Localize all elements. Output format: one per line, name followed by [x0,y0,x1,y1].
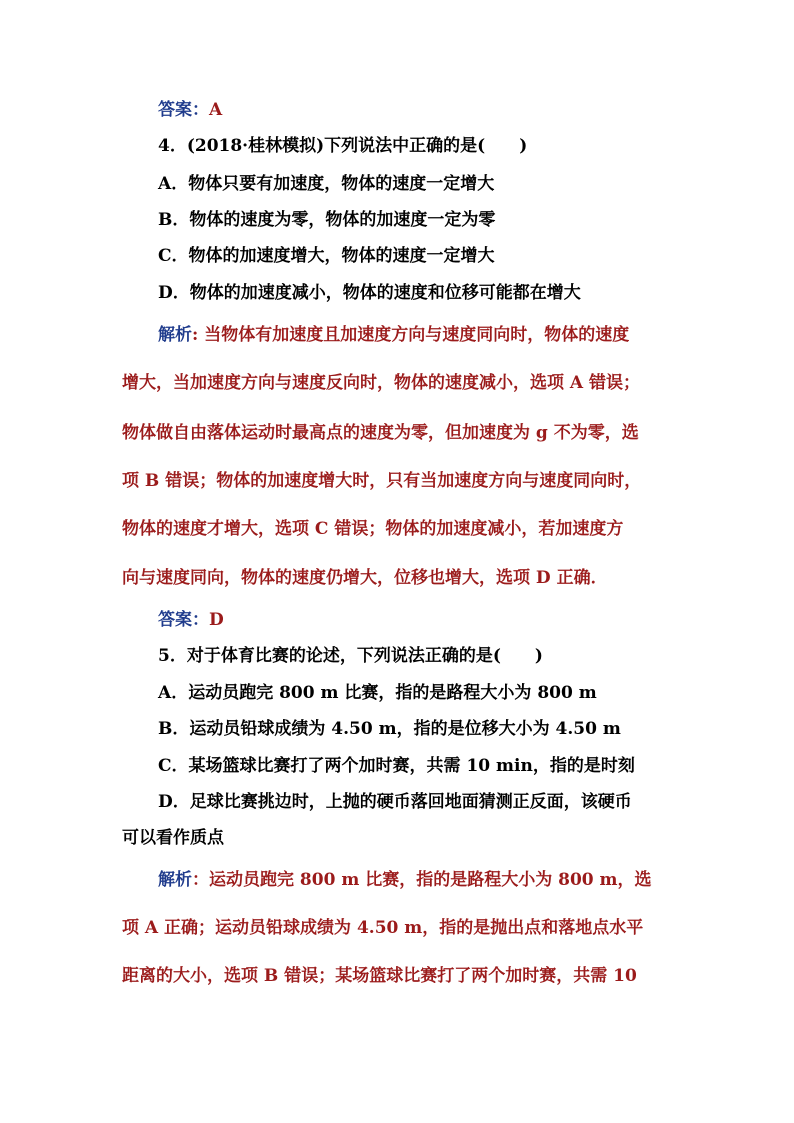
question-4-option-d: D．物体的加速度减小，物体的速度和位移可能都在增大 [158,283,581,303]
question-4-stem: 4．(2018·桂林模拟)下列说法中正确的是( ) [158,136,528,156]
question-4-option-a: A．物体只要有加速度，物体的速度一定增大 [158,174,495,194]
explanation-5-line-2: 项 A 正确；运动员铅球成绩为 4.50 m，指的是抛出点和落地点水平 [122,918,644,938]
explanation-4-line-4: 项 B 错误；物体的加速度增大时，只有当加速度方向与速度同向时， [122,471,642,491]
question-5-option-d: D．足球比赛挑边时，上抛的硬币落回地面猜测正反面，该硬币 [158,792,632,812]
answer-value: D [209,610,224,630]
question-4-option-c: C．物体的加速度增大，物体的速度一定增大 [158,246,495,266]
question-5-option-a: A．运动员跑完 800 m 比赛，指的是路程大小为 800 m [158,683,597,703]
question-4-option-b: B．物体的速度为零，物体的加速度一定为零 [158,210,496,230]
explanation-5-line-1: 解析：运动员跑完 800 m 比赛，指的是路程大小为 800 m，选 [158,870,652,890]
explanation-4-line-5: 物体的速度才增大，选项 C 错误；物体的加速度减小，若加速度方 [122,519,624,539]
explanation-label: 解析 [158,870,192,890]
explanation-4-line-2: 增大，当加速度方向与速度反向时，物体的速度减小，选项 A 错误； [122,373,641,393]
answer-line-1 [158,99,222,121]
answer-line-2 [158,609,224,631]
answer-label: 答案： [158,100,209,120]
question-5-option-b: B．运动员铅球成绩为 4.50 m，指的是位移大小为 4.50 m [158,719,621,739]
explanation-4-line-3: 物体做自由落体运动时最高点的速度为零，但加速度为 g 不为零，选 [122,423,639,443]
question-5-stem: 5．对于体育比赛的论述，下列说法正确的是( ) [158,646,543,666]
explanation-label: 解析 [158,325,192,345]
question-5-option-d-cont: 可以看作质点 [122,828,224,848]
answer-label: 答案： [158,610,209,630]
explanation-4-line-6: 向与速度同向，物体的速度仍增大，位移也增大，选项 D 正确． [122,568,608,588]
question-5-option-c: C．某场篮球比赛打了两个加时赛，共需 10 min，指的是时刻 [158,756,635,776]
explanation-4-line-1: 解析: 当物体有加速度且加速度方向与速度同向时，物体的速度 [158,325,630,345]
answer-value: A [209,100,223,120]
explanation-5-line-3: 距离的大小，选项 B 错误；某场篮球比赛打了两个加时赛，共需 10 [122,966,637,986]
